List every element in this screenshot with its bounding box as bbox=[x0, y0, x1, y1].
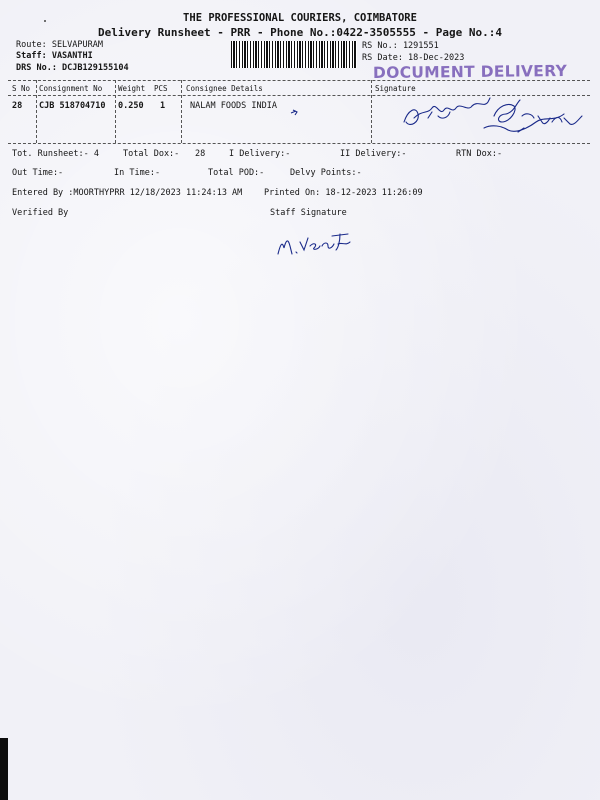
total-dox-label: Total Dox:- bbox=[123, 149, 180, 159]
col-divider bbox=[115, 80, 116, 143]
col-divider bbox=[371, 80, 372, 143]
col-divider bbox=[36, 80, 37, 143]
total-dox-value: 28 bbox=[195, 149, 206, 159]
table-bottom-rule bbox=[8, 143, 590, 144]
cell-consignee: NALAM FOODS INDIA bbox=[190, 101, 277, 111]
rtn-dox-label: RTN Dox:- bbox=[456, 149, 503, 159]
header-weight: Weight bbox=[118, 84, 146, 93]
rs-number: RS No.: 1291551 bbox=[362, 41, 439, 51]
cell-sno: 28 bbox=[12, 101, 23, 111]
table-top-rule bbox=[8, 80, 590, 81]
printed-on: Printed On: 18-12-2023 11:26:09 bbox=[264, 188, 423, 198]
verified-by: Verified By bbox=[12, 208, 69, 218]
header-consignment: Consignment No bbox=[39, 84, 103, 93]
company-title: THE PROFESSIONAL COURIERS, COIMBATORE bbox=[183, 12, 417, 24]
entered-by: Entered By :MOORTHYPRR 12/18/2023 11:24:13 AM bbox=[12, 188, 243, 198]
cell-weight: 0.250 bbox=[118, 101, 144, 111]
in-time-label: In Time:- bbox=[114, 168, 161, 178]
cell-pcs: 1 bbox=[160, 101, 166, 111]
drs-number: DRS No.: DCJB129155104 bbox=[16, 63, 129, 73]
route-label: Route: SELVAPURAM bbox=[16, 40, 103, 50]
out-time-label: Out Time:- bbox=[12, 168, 64, 178]
total-runsheet: Tot. Runsheet:- 4 bbox=[12, 149, 99, 159]
header-signature: Signature bbox=[375, 84, 416, 93]
ii-delivery-label: II Delivery:- bbox=[340, 149, 407, 159]
col-divider bbox=[181, 80, 182, 143]
pen-tick-mark bbox=[290, 108, 302, 116]
receiver-signature bbox=[398, 92, 588, 140]
delvy-points-label: Delvy Points:- bbox=[290, 168, 362, 178]
runsheet-subtitle: Delivery Runsheet - PRR - Phone No.:0422-3505555 - Page No.:4 bbox=[98, 26, 502, 39]
i-delivery-label: I Delivery:- bbox=[229, 149, 291, 159]
total-pod-label: Total POD:- bbox=[208, 168, 265, 178]
rs-date: RS Date: 18-Dec-2023 bbox=[362, 53, 465, 63]
scan-edge bbox=[0, 738, 8, 800]
document-delivery-stamp: DOCUMENT DELIVERY bbox=[372, 61, 568, 83]
barcode-icon bbox=[231, 41, 357, 68]
staff-signature bbox=[274, 224, 354, 260]
header-consignee: Consignee Details bbox=[186, 84, 263, 93]
staff-signature-label: Staff Signature bbox=[270, 208, 347, 218]
cell-consignment: CJB 518704710 bbox=[39, 101, 106, 111]
staff-label: Staff: VASANTHI bbox=[16, 51, 93, 61]
header-pcs: PCS bbox=[154, 84, 168, 93]
header-sno: S No bbox=[12, 84, 31, 93]
